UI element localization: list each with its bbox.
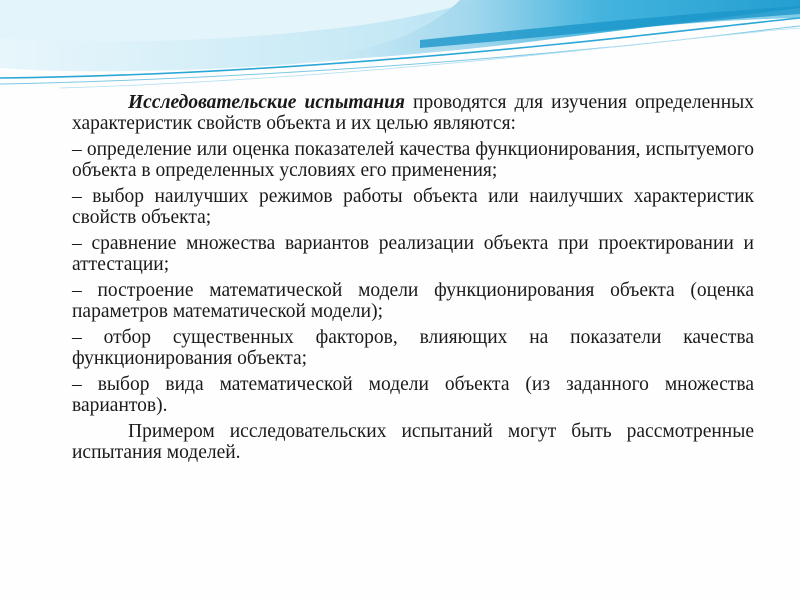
list-item: – сравнение множества вариантов реализации объекта при проектировании и аттестации; — [72, 233, 754, 275]
list-item: – выбор вида математической модели объекта (из заданного множества вариантов). — [72, 374, 754, 416]
list-item: – отбор существенных факторов, влияющих на показатели качества функционирования объекта; — [72, 327, 754, 369]
body-text — [72, 92, 754, 468]
intro-rest: проводятся для изучения определенных характеристик свойств объекта и их целью являются: — [72, 92, 754, 134]
wave-header-decoration — [0, 0, 800, 90]
intro-paragraph — [72, 92, 754, 134]
list-item: – определение или оценка показателей качества функционирования, испытуемого объекта в определенных условиях его применения; — [72, 139, 754, 181]
list-item: – построение математической модели функционирования объекта (оценка параметров математической модели); — [72, 280, 754, 322]
list-item: – выбор наилучших режимов работы объекта или наилучших характеристик свойств объекта; — [72, 186, 754, 228]
closing-paragraph: Примером исследовательских испытаний могут быть рассмотренные испытания моделей. — [72, 421, 754, 463]
intro-term: Исследовательские испытания — [128, 92, 405, 113]
